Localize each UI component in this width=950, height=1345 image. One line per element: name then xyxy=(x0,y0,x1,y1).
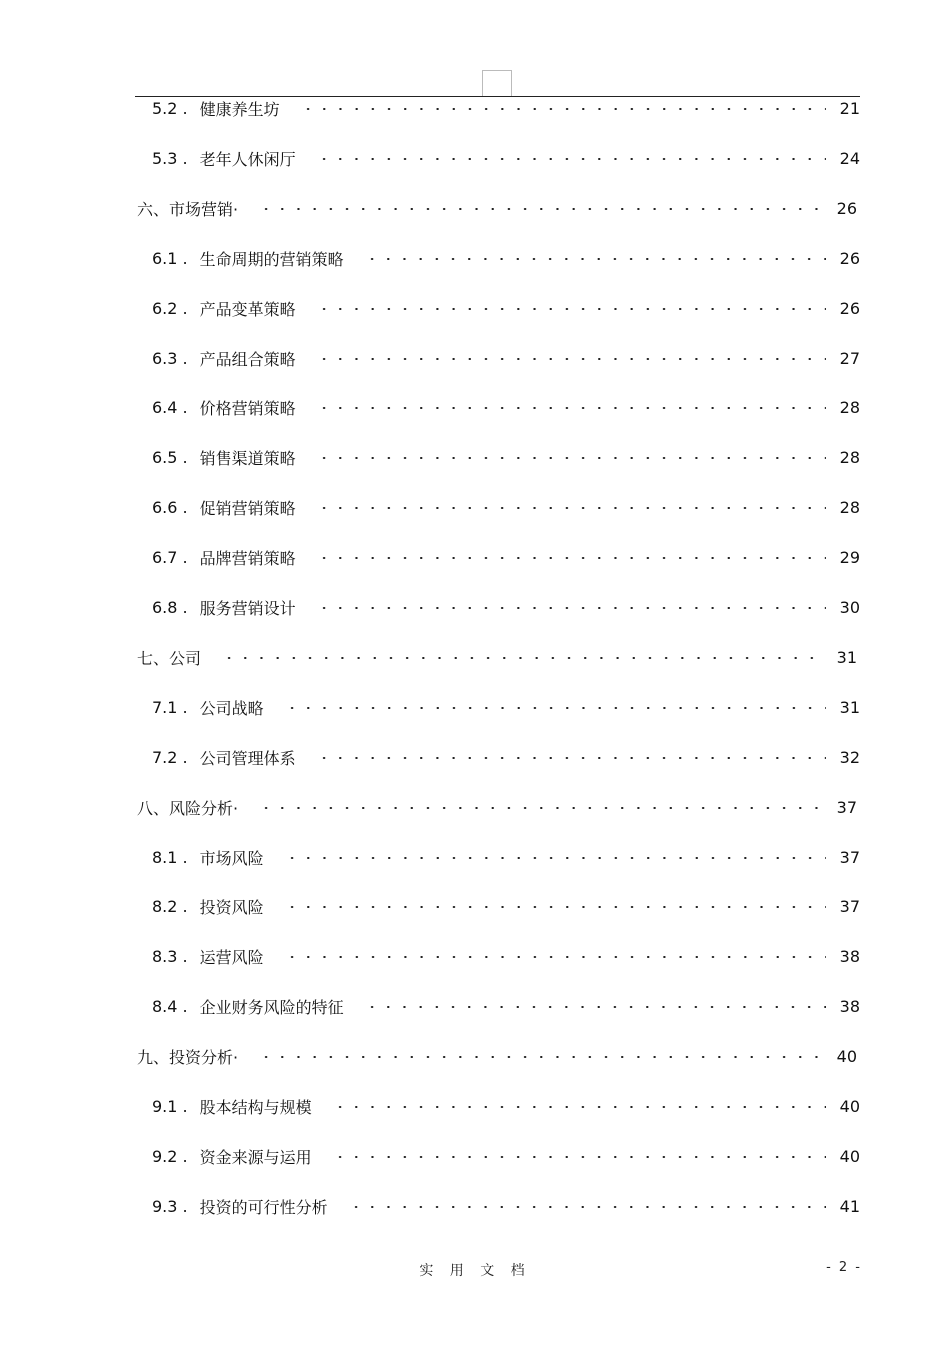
toc-entry-number: 6.2 . xyxy=(152,298,188,318)
toc-dot-leader xyxy=(364,258,826,260)
toc-entry[interactable] xyxy=(137,195,857,221)
toc-dot-leader xyxy=(316,607,826,609)
toc-entry-title: 销售渠道策略 xyxy=(199,448,296,468)
toc-entry-title: 价格营销策略 xyxy=(199,398,296,418)
toc-dot-leader xyxy=(300,108,826,110)
toc-entry-page: 21 xyxy=(839,98,860,118)
toc-entry-number: 6.7 . xyxy=(152,547,188,567)
toc-entry-number: 8.3 . xyxy=(152,946,188,966)
toc-entry[interactable] xyxy=(152,993,860,1019)
toc-dot-leader xyxy=(258,807,823,809)
toc-entry-page: 40 xyxy=(836,1046,857,1066)
toc-entry-title: 促销营销策略 xyxy=(199,498,296,518)
toc-entry-page: 38 xyxy=(839,996,860,1016)
toc-dot-leader xyxy=(316,757,826,759)
toc-entry-title: 生命周期的营销策略 xyxy=(199,249,344,269)
toc-entry[interactable] xyxy=(152,494,860,520)
toc-entry-page: 37 xyxy=(836,797,857,817)
toc-entry[interactable] xyxy=(152,1193,860,1219)
toc-entry-page: 32 xyxy=(839,747,860,767)
toc-dot-leader xyxy=(316,557,826,559)
toc-entry[interactable] xyxy=(152,245,860,271)
toc-entry[interactable] xyxy=(137,1043,857,1069)
toc-entry-title: 运营风险 xyxy=(199,947,264,967)
toc-entry-number: 6.1 . xyxy=(152,248,188,268)
toc-entry-number: 5.3 . xyxy=(152,148,188,168)
toc-entry-page: 27 xyxy=(839,348,860,368)
toc-entry[interactable] xyxy=(152,345,860,371)
toc-entry[interactable] xyxy=(152,444,860,470)
toc-dot-leader xyxy=(258,208,823,210)
toc-entry-number: 8.1 . xyxy=(152,847,188,867)
toc-entry-page: 26 xyxy=(839,298,860,318)
toc-entry-title: 公司战略 xyxy=(199,698,264,718)
toc-dot-leader xyxy=(316,358,826,360)
toc-entry-number: 9.2 . xyxy=(152,1146,188,1166)
toc-entry-title: 产品组合策略 xyxy=(199,349,296,369)
footer-page-number: - 2 - xyxy=(826,1260,862,1275)
toc-entry-number: 6.3 . xyxy=(152,348,188,368)
toc-dot-leader xyxy=(316,407,826,409)
toc-dot-leader xyxy=(284,906,826,908)
toc-entry[interactable] xyxy=(152,95,860,121)
toc-dot-leader xyxy=(348,1206,826,1208)
toc-entry-number: 7.1 . xyxy=(152,697,188,717)
toc-entry-title: 服务营销设计 xyxy=(199,598,296,618)
toc-entry-title: 品牌营销策略 xyxy=(199,548,296,568)
toc-entry-title: 市场风险 xyxy=(199,848,264,868)
toc-entry[interactable] xyxy=(152,145,860,171)
toc-entry-page: 28 xyxy=(839,497,860,517)
toc-entry-title: 资金来源与运用 xyxy=(199,1147,312,1167)
toc-entry-title: 健康养生坊 xyxy=(199,99,280,119)
toc-entry-number: 9.1 . xyxy=(152,1096,188,1116)
toc-dot-leader xyxy=(284,857,826,859)
toc-entry-page: 28 xyxy=(839,447,860,467)
toc-entry-page: 40 xyxy=(839,1096,860,1116)
footer-label: 实 用 文 档 xyxy=(419,1263,531,1279)
toc-entry[interactable] xyxy=(152,893,860,919)
toc-entry-page: 30 xyxy=(839,597,860,617)
toc-dot-leader xyxy=(316,158,826,160)
toc-entry-page: 40 xyxy=(839,1146,860,1166)
toc-entry-page: 37 xyxy=(839,847,860,867)
toc-dot-leader xyxy=(316,507,826,509)
toc-dot-leader xyxy=(284,707,826,709)
toc-entry-page: 37 xyxy=(839,896,860,916)
toc-entry[interactable] xyxy=(137,644,857,670)
toc-dot-leader xyxy=(316,457,826,459)
toc-entry-page: 41 xyxy=(839,1196,860,1216)
toc-entry[interactable] xyxy=(152,544,860,570)
toc-entry-page: 38 xyxy=(839,946,860,966)
toc-entry-title: 六、市场营销· xyxy=(137,199,239,219)
toc-entry[interactable] xyxy=(152,844,860,870)
toc-entry-page: 31 xyxy=(836,647,857,667)
toc-dot-leader xyxy=(284,956,826,958)
toc-entry-title: 投资风险 xyxy=(199,897,264,917)
toc-entry[interactable] xyxy=(152,1143,860,1169)
toc-entry-title: 投资的可行性分析 xyxy=(199,1197,328,1217)
toc-dot-leader xyxy=(332,1106,826,1108)
toc-entry-number: 9.3 . xyxy=(152,1196,188,1216)
toc-entry-number: 8.2 . xyxy=(152,896,188,916)
toc-entry-title: 九、投资分析· xyxy=(137,1047,239,1067)
toc-entry-title: 七、公司 xyxy=(137,648,202,668)
toc-dot-leader xyxy=(316,308,826,310)
toc-entry-page: 28 xyxy=(839,397,860,417)
toc-entry-page: 26 xyxy=(836,198,857,218)
toc-entry-page: 26 xyxy=(839,248,860,268)
toc-entry[interactable] xyxy=(152,594,860,620)
toc-entry-page: 24 xyxy=(839,148,860,168)
toc-entry[interactable] xyxy=(137,794,857,820)
toc-entry[interactable] xyxy=(152,943,860,969)
toc-entry-number: 6.4 . xyxy=(152,397,188,417)
toc-entry[interactable] xyxy=(152,1093,860,1119)
toc-entry-title: 老年人休闲厅 xyxy=(199,149,296,169)
toc-dot-leader xyxy=(332,1156,826,1158)
toc-entry[interactable] xyxy=(152,744,860,770)
toc-entry-title: 八、风险分析· xyxy=(137,798,239,818)
toc-entry[interactable] xyxy=(152,394,860,420)
toc-entry-title: 公司管理体系 xyxy=(199,748,296,768)
toc-entry-title: 产品变革策略 xyxy=(199,299,296,319)
toc-entry-number: 8.4 . xyxy=(152,996,188,1016)
toc-entry-number: 6.8 . xyxy=(152,597,188,617)
toc-dot-leader xyxy=(258,1056,823,1058)
toc-entry[interactable] xyxy=(152,295,860,321)
toc-dot-leader xyxy=(364,1006,826,1008)
toc-entry-title: 股本结构与规模 xyxy=(199,1097,312,1117)
toc-entry-title: 企业财务风险的特征 xyxy=(199,997,344,1017)
toc-entry-number: 7.2 . xyxy=(152,747,188,767)
toc-entry-number: 6.6 . xyxy=(152,497,188,517)
toc-dot-leader xyxy=(221,657,823,659)
toc-entry-number: 5.2 . xyxy=(152,98,188,118)
toc-entry-page: 29 xyxy=(839,547,860,567)
toc-entry-number: 6.5 . xyxy=(152,447,188,467)
toc-entry[interactable] xyxy=(152,694,860,720)
toc-entry-page: 31 xyxy=(839,697,860,717)
